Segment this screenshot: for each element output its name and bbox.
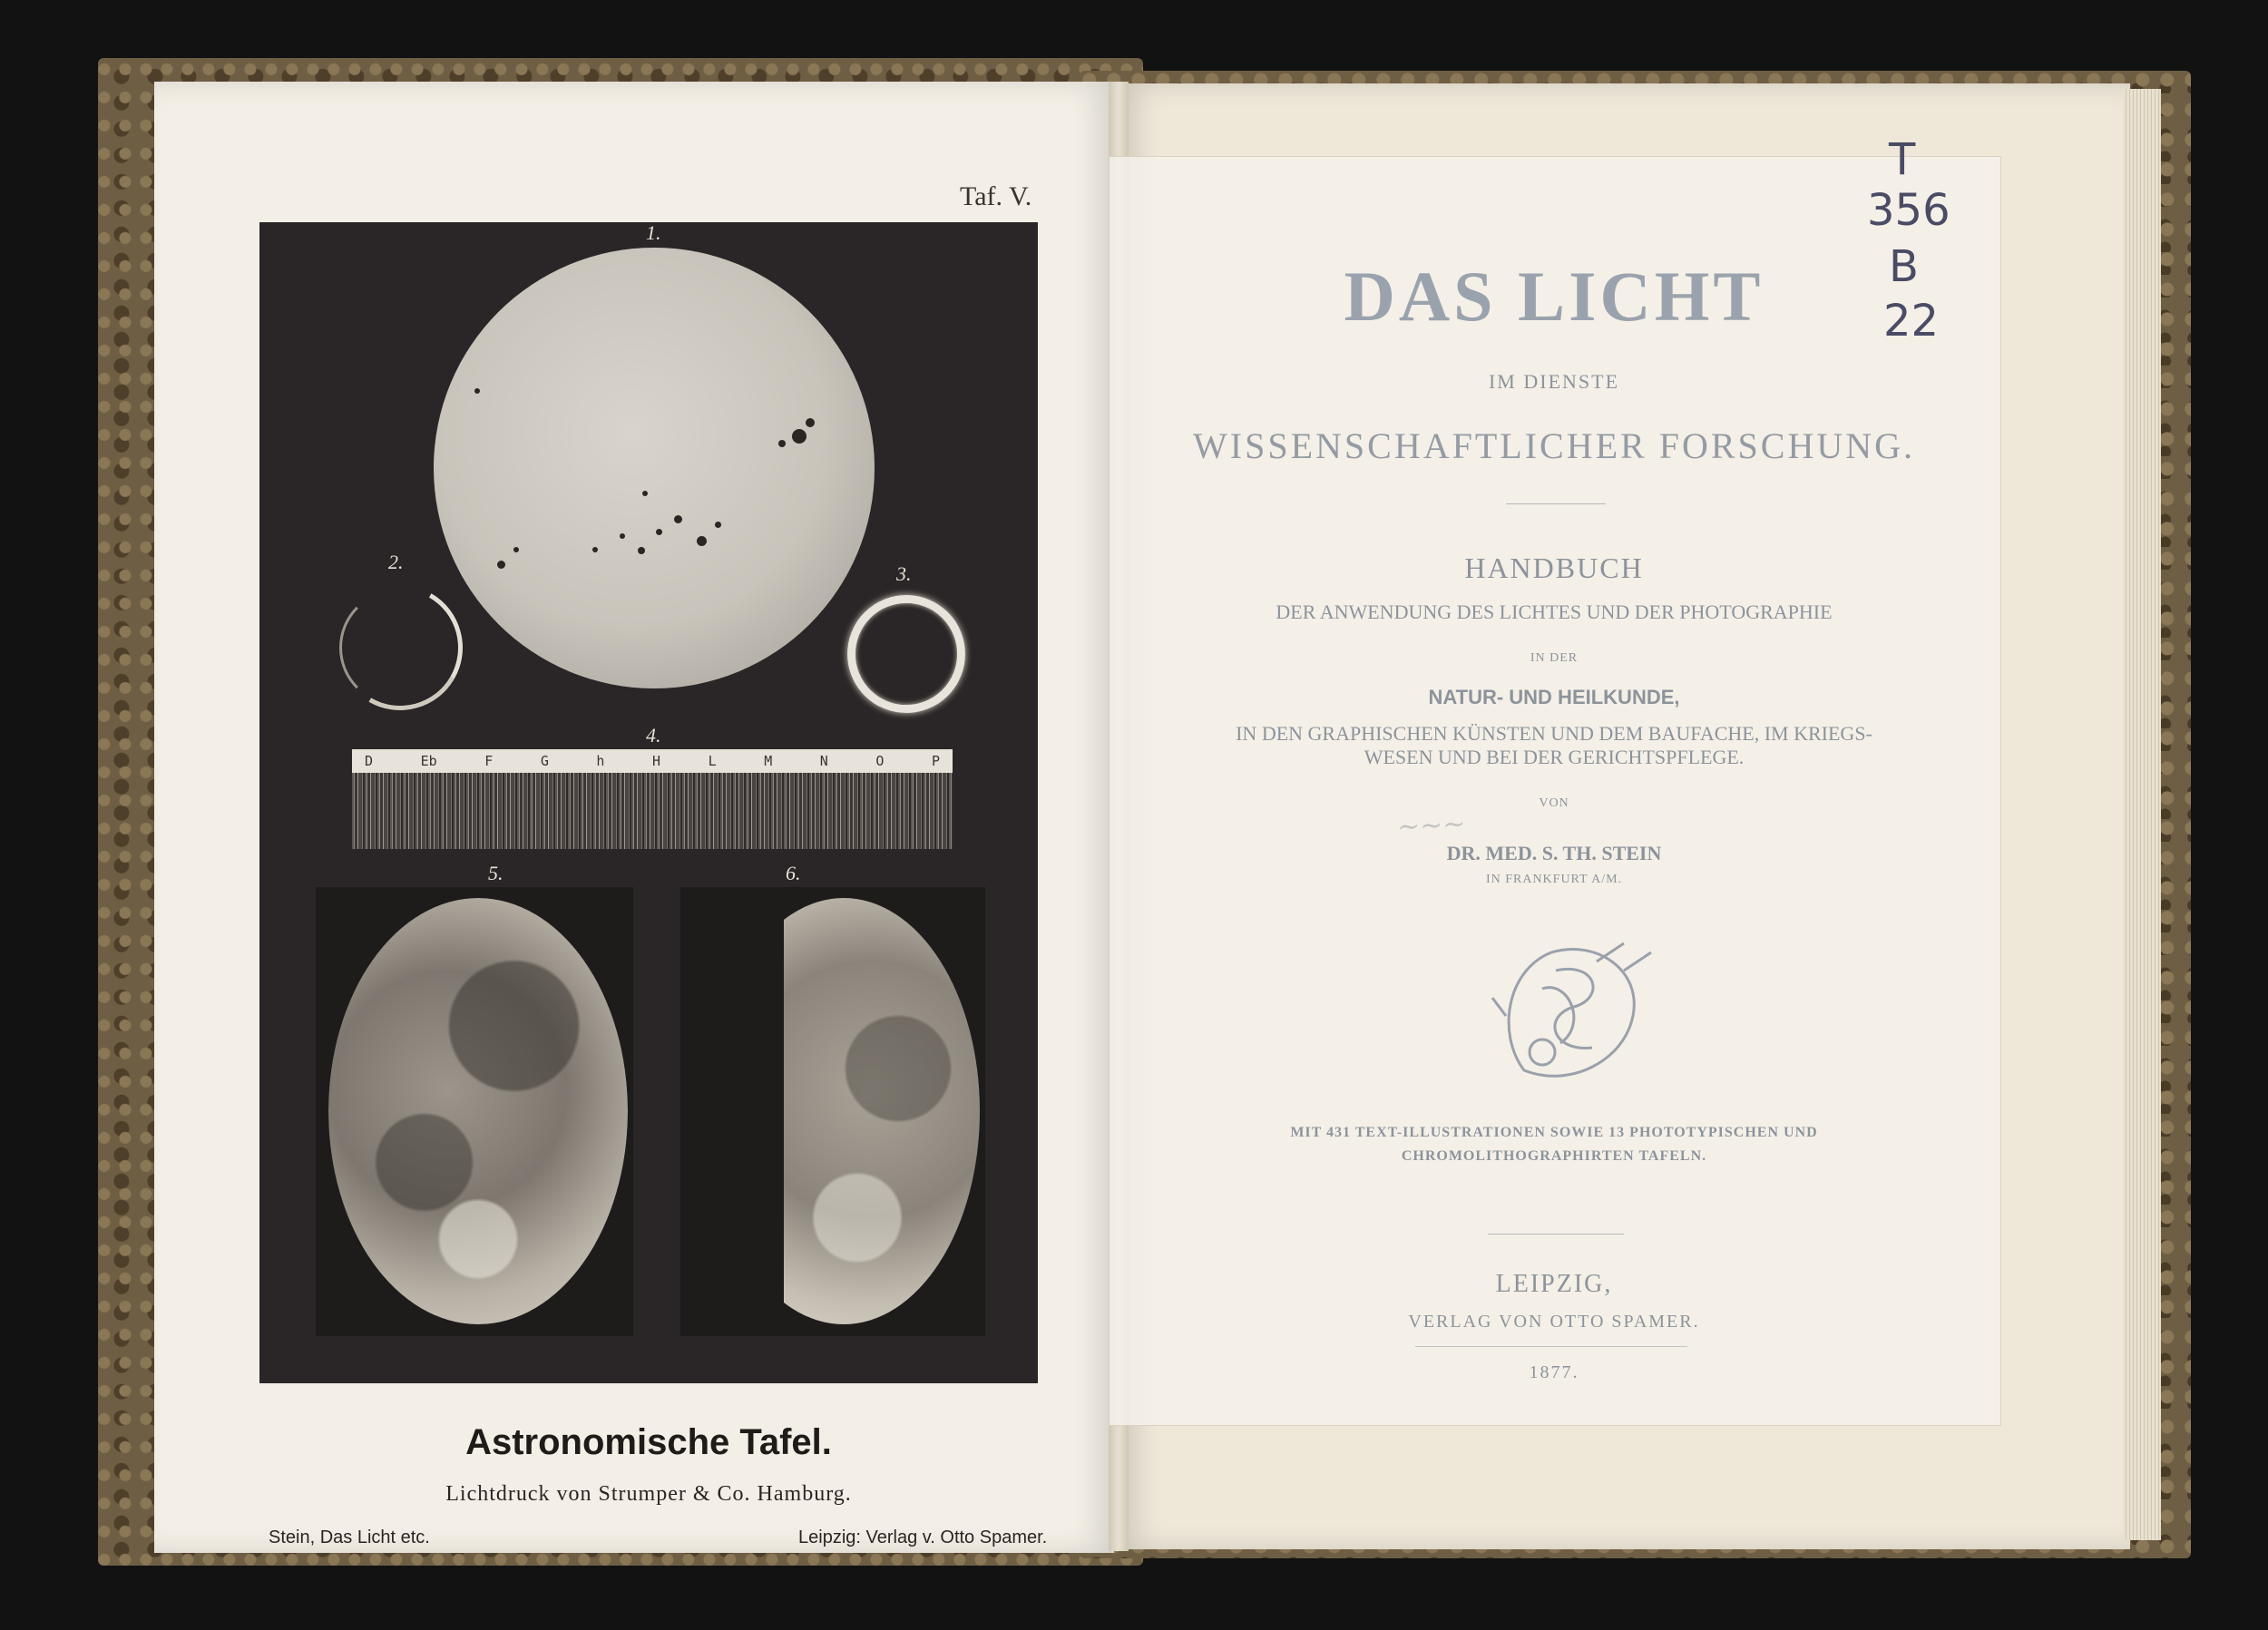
handwritten-name-faint: ~~~ xyxy=(1396,807,1467,844)
wesen-line: WESEN UND BEI DER GERICHTSPFLEGE. xyxy=(1364,746,1745,768)
spectrum-letter: H xyxy=(652,753,661,769)
subtitle-small: IM DIENSTE xyxy=(1488,370,1620,393)
spectrum-letter: L xyxy=(708,753,717,769)
imprint-rule xyxy=(1415,1346,1687,1347)
natur-heilkunde-line: NATUR- UND HEILKUNDE, xyxy=(1428,686,1680,708)
figure-number-2: 2. xyxy=(388,551,404,573)
figure-number-3: 3. xyxy=(896,562,912,585)
plate-label: Taf. V. xyxy=(960,181,1032,211)
imprint-city: LEIPZIG, xyxy=(1495,1270,1613,1298)
shelfmark-line-3: B xyxy=(1889,241,1919,292)
illustrations-line-2: CHROMOLITHOGRAPHIRTEN TAFELN. xyxy=(1401,1148,1707,1164)
figure-number-6: 6. xyxy=(786,862,801,884)
illustrations-line-1: MIT 431 TEXT-ILLUSTRATIONEN SOWIE 13 PHOTOTYPISCHEN UND xyxy=(1290,1125,1818,1140)
figure-number-1: 1. xyxy=(646,221,661,244)
imprint-year: 1877. xyxy=(1529,1362,1579,1382)
shelfmark-line-1: T xyxy=(1889,134,1916,185)
shelfmark-line-4: 22 xyxy=(1883,296,1940,346)
spectrum-letter: M xyxy=(764,753,773,769)
spectrum-letter: P xyxy=(931,753,940,769)
footer-left: Stein, Das Licht etc. xyxy=(269,1528,430,1547)
eclipse-ring-figure xyxy=(847,595,965,713)
handbook-heading: HANDBUCH xyxy=(1464,551,1644,584)
spectrum-letter: O xyxy=(875,753,885,769)
plate-caption-credit: Lichtdruck von Strumper & Co. Hamburg. xyxy=(445,1482,852,1506)
author-place: IN FRANKFURT A/M. xyxy=(1485,873,1623,886)
solar-spectrum-figure xyxy=(352,773,953,849)
figure-number-5: 5. xyxy=(488,862,503,884)
author-line: DR. MED. S. TH. STEIN xyxy=(1446,842,1662,864)
sun-photograph xyxy=(434,248,875,688)
shelfmark-line-2: 356 xyxy=(1867,185,1950,236)
imprint-publisher: VERLAG VON OTTO SPAMER. xyxy=(1408,1312,1700,1332)
spectrum-letter: Eb xyxy=(420,753,437,769)
spectrum-letter: G xyxy=(540,753,549,769)
spectrum-letters xyxy=(352,749,953,773)
figure-number-4: 4. xyxy=(646,724,661,747)
corona-arc-shadow xyxy=(339,590,455,706)
imprint-divider xyxy=(1488,1234,1624,1235)
plate-caption-title: Astronomische Tafel. xyxy=(465,1422,832,1462)
kuensten-line: IN DEN GRAPHISCHEN KÜNSTEN UND DEM BAUFACHE, IM KRIEGS- xyxy=(1236,722,1872,745)
in-der-line: IN DER xyxy=(1530,651,1579,665)
publisher-emblem xyxy=(1488,934,1660,1094)
handbook-line: DER ANWENDUNG DES LICHTES UND DER PHOTOGRAPHIE xyxy=(1276,600,1833,623)
spectrum-letter: h xyxy=(596,753,605,769)
tissue-overlay xyxy=(1109,156,2001,1426)
spectrum-letter: N xyxy=(819,753,828,769)
footer-right: Leipzig: Verlag v. Otto Spamer. xyxy=(798,1528,1048,1547)
full-moon-maria xyxy=(328,898,628,1324)
title-divider xyxy=(1506,503,1606,504)
von-line: VON xyxy=(1539,796,1569,810)
page-edges xyxy=(2123,89,2161,1540)
spectrum-letter: F xyxy=(484,753,494,769)
spectrum-letter: D xyxy=(365,753,374,769)
subtitle-large: WISSENSCHAFTLICHER FORSCHUNG. xyxy=(1193,425,1915,466)
book-title: DAS LICHT xyxy=(1344,257,1765,336)
